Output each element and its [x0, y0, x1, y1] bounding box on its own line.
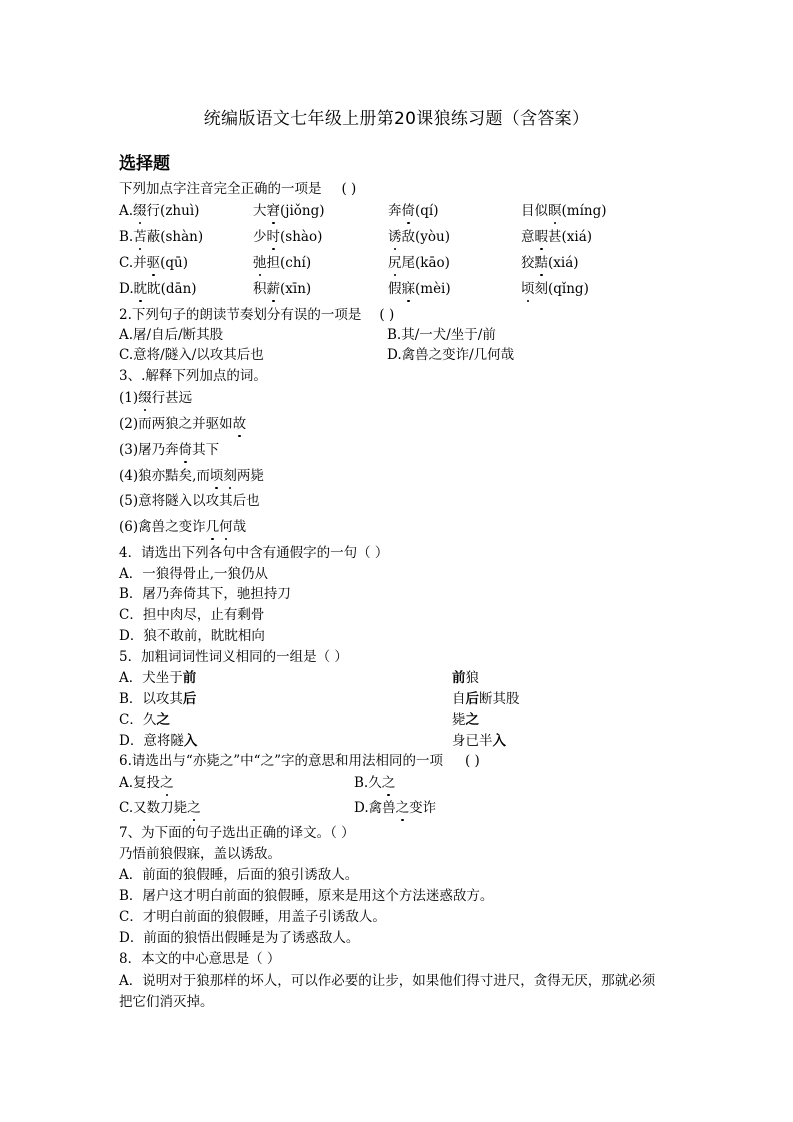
- option-text: 担(chí): [266, 255, 312, 271]
- q4-option-d: D．狼不敢前，眈眈相向: [119, 628, 265, 644]
- dotted-char: 苫: [133, 229, 147, 245]
- option-text: 狼: [465, 670, 479, 686]
- q6-option-a: A.复投之: [119, 775, 174, 791]
- q1-option-c-3: [388, 254, 450, 272]
- q7-option-d: D．前面的狼悟出假睡是为了诱惑敌人。: [119, 930, 360, 946]
- q3-item-4: [119, 467, 264, 485]
- q3-item-2: [119, 415, 246, 433]
- q8-stem: 8．本文的中心意思是（ ）: [119, 951, 281, 967]
- option-text: (míng): [561, 203, 607, 219]
- q5-option-d-left: [119, 732, 197, 750]
- dotted-char: 倚: [401, 203, 415, 219]
- item-text: 行甚远: [151, 390, 193, 406]
- bold-word: 之: [156, 712, 170, 728]
- q3-item-1: [119, 389, 192, 407]
- q3-item-5: [119, 492, 260, 510]
- dotted-char: 瞑: [548, 203, 562, 219]
- q5-option-a-left: [119, 669, 196, 687]
- option-text: C.并: [119, 255, 147, 271]
- q7-option-c: C．才明白前面的狼假睡，用盖子引诱敌人。: [119, 909, 386, 925]
- item-text: (4)狼亦黠矣,而: [119, 468, 210, 484]
- q5-option-c-left: [119, 711, 170, 729]
- q1-option-b-3: [388, 228, 450, 246]
- q2-option-b: B.其/一犬/坐于/前: [387, 327, 496, 343]
- q7-option-a: A．前面的狼假睡，后面的狼引诱敌人。: [119, 867, 359, 883]
- q1-option-a-1: [119, 202, 199, 220]
- q3-stem: 3、.解释下列加点的词。: [119, 368, 267, 384]
- option-text: D.: [119, 281, 134, 297]
- bold-word: 后: [465, 691, 479, 707]
- option-text: 少: [253, 229, 267, 245]
- q1-option-a-2: [253, 202, 325, 220]
- option-text: (qí): [415, 203, 439, 219]
- dotted-char: 诱: [388, 229, 402, 245]
- item-text: (5)意将隧入以攻其后也: [119, 493, 260, 509]
- q4-option-b: B．屠乃奔倚其下，驰担持刀: [119, 586, 291, 602]
- dotted-char: 黠: [534, 255, 548, 271]
- bold-word: 之: [465, 712, 479, 728]
- dotted-char: 弛: [253, 255, 267, 271]
- bold-word: 前: [452, 670, 466, 686]
- q7-stem: 7、为下面的句子选出正确的译文。（ ）: [119, 825, 355, 841]
- q1-option-a-4: [521, 202, 607, 220]
- section-heading: 选择题: [119, 154, 170, 174]
- q5-option-d-right: [452, 732, 506, 750]
- q3-item-6: [119, 518, 246, 536]
- option-text: 甚(xiá): [548, 229, 593, 245]
- option-text: C．久: [119, 712, 157, 728]
- dotted-char: 暇: [534, 229, 548, 245]
- q5-option-a-right: [452, 669, 479, 687]
- option-text: 眈(dān): [147, 281, 197, 297]
- option-text: A．犬坐于: [119, 670, 183, 686]
- bold-word: 入: [183, 733, 198, 749]
- q1-option-b-1: [119, 228, 203, 246]
- q4-option-a: A．一狼得骨止,一狼仍从: [119, 566, 269, 582]
- q1-stem: 下列加点字注音完全正确的一项是 ( ): [119, 181, 357, 197]
- q6-stem: 6.请选出与“亦毙之”中“之”字的意思和用法相同的一项 ( ): [119, 753, 480, 769]
- dotted-char: 时: [266, 229, 280, 245]
- q6-option-c: C.又数刀毙之: [119, 800, 201, 816]
- option-text: (qū): [160, 255, 189, 271]
- dotted-char: 缀: [133, 203, 147, 219]
- option-text: 假: [388, 281, 402, 297]
- q5-stem: 5．加粗词词性词义相同的一组是（ ）: [119, 649, 348, 665]
- option-text: 尾(kāo): [401, 255, 450, 271]
- q7-sentence: 乃悟前狼假寐，盖以诱敌。: [119, 846, 281, 862]
- dotted-char: 窘: [266, 203, 280, 219]
- option-text: 刻(qǐng): [534, 281, 589, 297]
- option-text: 奔: [388, 203, 402, 219]
- q1-option-c-1: [119, 254, 188, 272]
- option-text: 毙: [452, 712, 466, 728]
- option-text: (shào): [280, 229, 323, 245]
- dotted-char: 顷: [209, 468, 224, 484]
- item-text: (2)而两狼之并驱如: [119, 416, 233, 432]
- option-text: 大: [253, 203, 267, 219]
- option-text: B.: [119, 229, 134, 245]
- dotted-char: 薪: [266, 281, 280, 297]
- q1-option-b-4: [521, 228, 592, 246]
- option-text: 狡: [521, 255, 535, 271]
- item-text: 其下: [192, 442, 220, 458]
- dotted-char: 尻: [388, 255, 402, 271]
- dotted-char: 缀: [138, 390, 152, 406]
- dotted-char: 驱: [146, 255, 161, 271]
- q2-option-a: A.屠/自后/断其股: [119, 327, 224, 343]
- option-text: 蔽(shàn): [146, 229, 204, 245]
- q3-item-3: [119, 441, 219, 459]
- q2-stem: 2.下列句子的朗读节奏划分有误的一项是 ( ): [119, 307, 395, 323]
- item-text: 两毙: [236, 468, 264, 484]
- option-text: A.: [119, 203, 134, 219]
- q5-option-b-left: [119, 690, 196, 708]
- q1-option-b-2: [253, 228, 322, 246]
- q1-option-d-2: [253, 280, 311, 298]
- q1-option-c-2: [253, 254, 311, 272]
- item-text: 哉: [232, 519, 247, 535]
- q1-option-d-3: [388, 280, 451, 298]
- dotted-char: 几: [205, 519, 220, 535]
- option-text: 意: [521, 229, 535, 245]
- option-text: (mèi): [415, 281, 451, 297]
- q4-stem: 4．请选出下列各句中含有通假字的一句（ ）: [119, 545, 389, 561]
- option-text: 积: [253, 281, 267, 297]
- option-text: (xiá): [548, 255, 579, 271]
- option-text: 目似: [521, 203, 548, 219]
- document-title: 统编版语文七年级上册第20课狼练习题（含答案）: [203, 109, 590, 129]
- item-text: (1): [119, 390, 139, 406]
- q4-option-c: C．担中肉尽，止有剩骨: [119, 607, 265, 623]
- bold-word: 后: [182, 691, 197, 707]
- dotted-char: 故: [232, 416, 247, 432]
- option-text: 断其股: [479, 691, 520, 707]
- option-text: D．意将隧: [119, 733, 184, 749]
- q5-option-c-right: [452, 711, 479, 729]
- q6-option-b: B.久之: [354, 775, 396, 791]
- bold-word: 前: [182, 670, 197, 686]
- dotted-char: 寐: [401, 281, 415, 297]
- q2-option-d: D.禽兽之变诈/几何哉: [387, 347, 515, 363]
- bold-word: 入: [492, 733, 506, 749]
- q7-option-b: B．屠户这才明白前面的狼假睡，原来是用这个方法迷惑敌方。: [119, 888, 494, 904]
- option-text: 自: [452, 691, 466, 707]
- q6-option-d: D.禽兽之变诈: [354, 800, 437, 816]
- q1-option-d-1: [119, 280, 197, 298]
- option-text: 行(zhuì): [146, 203, 200, 219]
- dotted-char: 何: [219, 519, 233, 535]
- dotted-char: 眈: [133, 281, 148, 297]
- dotted-char: 刻: [223, 468, 237, 484]
- q1-option-c-4: [521, 254, 579, 272]
- dotted-char: 倚: [178, 442, 193, 458]
- q8-option-a: A．说明对于狼那样的坏人，可以作必要的让步，如果他们得寸进尺，贪得无厌，那就必须把它们消灭掉。: [119, 973, 656, 1010]
- option-text: 敌(yòu): [401, 229, 450, 245]
- option-text: 身已半: [452, 733, 493, 749]
- option-text: B．以攻其: [119, 691, 183, 707]
- q1-option-a-3: [388, 202, 439, 220]
- q1-option-d-4: [521, 280, 589, 298]
- item-text: (6)禽兽之变诈: [119, 519, 206, 535]
- option-text: (xīn): [280, 281, 312, 297]
- dotted-char: 顷: [521, 281, 535, 297]
- q2-option-c: C.意将/隧入/以攻其后也: [119, 347, 264, 363]
- q5-option-b-right: [452, 690, 520, 708]
- item-text: (3)屠乃奔: [119, 442, 179, 458]
- option-text: (jiǒng): [280, 203, 325, 219]
